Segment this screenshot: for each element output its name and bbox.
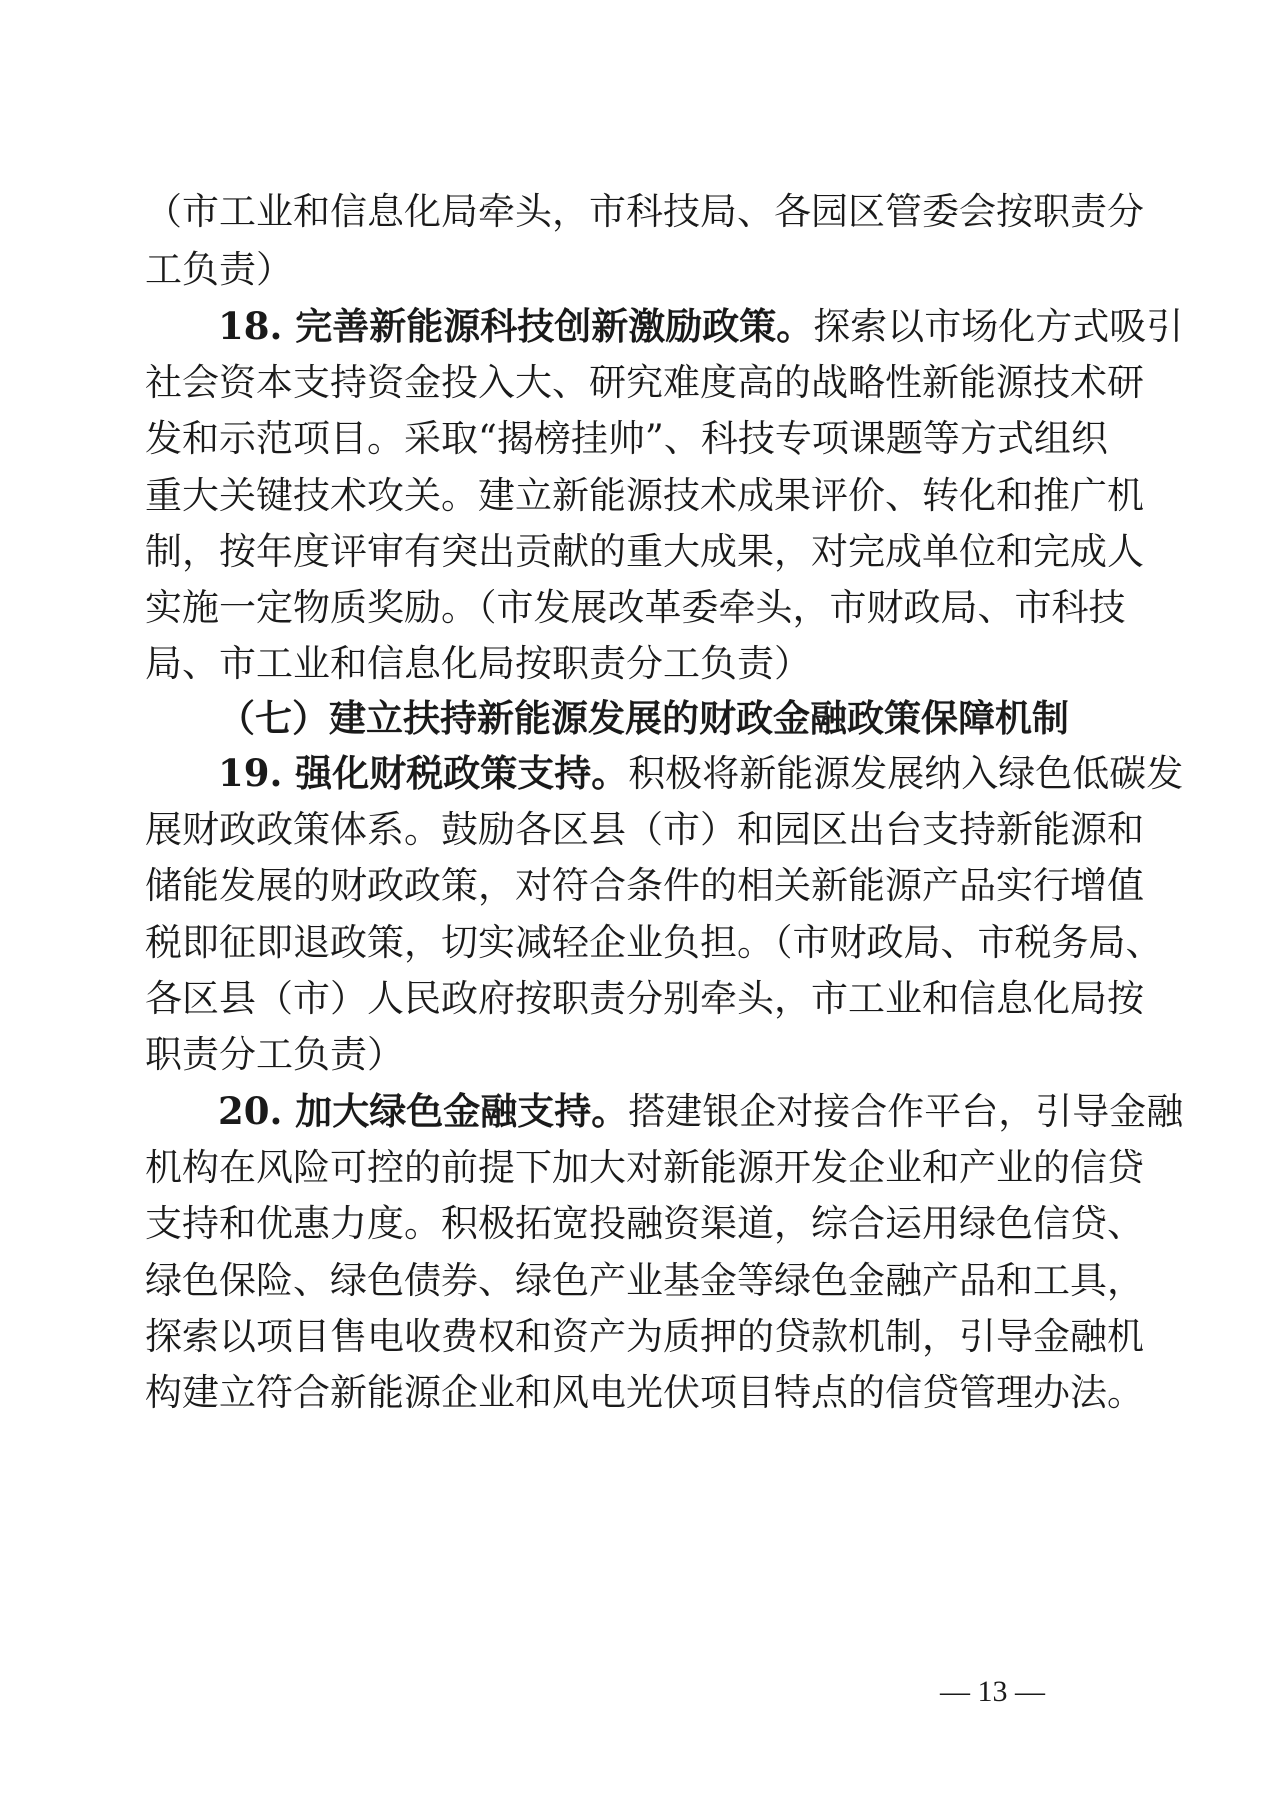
paragraph-text: 支持和优惠力度。积极拓宽投融资渠道，综合运用绿色信贷、 [145, 1202, 1144, 1245]
paragraph-line [145, 1307, 1144, 1367]
paragraph-line [145, 1194, 1144, 1254]
paragraph-text: 社会资本支持资金投入大、研究难度高的战略性新能源技术研 [145, 361, 1144, 404]
paragraph-text: 机构在风险可控的前提下加大对新能源开发企业和产业的信贷 [145, 1146, 1144, 1189]
paragraph-line [145, 969, 1144, 1029]
paragraph-text: 工负责） [145, 248, 293, 291]
paragraph-text: 职责分工负责） [145, 1033, 404, 1076]
paragraph-line [145, 1363, 1144, 1423]
section-heading [218, 688, 1069, 748]
paragraph-line [218, 743, 1184, 803]
paragraph-line [145, 1138, 1144, 1198]
paragraph-line [145, 240, 963, 300]
paragraph-line [145, 353, 1144, 413]
paragraph-text: 绿色保险、绿色债券、绿色产业基金等绿色金融产品和工具， [145, 1259, 1144, 1302]
paragraph-text: 税即征即退政策，切实减轻企业负担。（市财政局、市税务局、 [145, 921, 1163, 964]
paragraph-text: 积极将新能源发展纳入绿色低碳发 [628, 752, 1184, 795]
section-heading-text: （七）建立扶持新能源发展的财政金融政策保障机制 [218, 696, 1069, 740]
item-19-title: 19. 强化财税政策支持。 [218, 751, 629, 795]
page-number: — 13 — [940, 1675, 1045, 1708]
paragraph-text: 储能发展的财政政策，对符合条件的相关新能源产品实行增值 [145, 864, 1144, 907]
paragraph-line [218, 296, 1184, 356]
item-20-title: 20. 加大绿色金融支持。 [218, 1089, 629, 1133]
paragraph-line [145, 522, 1144, 582]
paragraph-text: 局、市工业和信息化局按职责分工负责） [145, 642, 811, 685]
paragraph-text: 探索以市场化方式吸引 [813, 305, 1184, 348]
paragraph-text: 各区县（市）人民政府按职责分别牵头，市工业和信息化局按 [145, 977, 1144, 1020]
paragraph-line [145, 856, 1144, 916]
paragraph-text: 探索以项目售电收费权和资产为质押的贷款机制，引导金融机 [145, 1315, 1144, 1358]
paragraph-text: （市工业和信息化局牵头，市科技局、各园区管委会按职责分 [145, 190, 1144, 233]
paragraph-text: 制，按年度评审有突出贡献的重大成果，对完成单位和完成人 [145, 530, 1144, 573]
paragraph-line [145, 634, 963, 694]
paragraph-text: 实施一定物质奖励。（市发展改革委牵头，市财政局、市科技 [145, 586, 1126, 629]
paragraph-text: 重大关键技术攻关。建立新能源技术成果评价、转化和推广机 [145, 474, 1144, 517]
paragraph-text: 展财政政策体系。鼓励各区县（市）和园区出台支持新能源和 [145, 808, 1144, 851]
paragraph-line [145, 1025, 963, 1085]
paragraph-line [145, 409, 1108, 469]
item-18-title: 18. 完善新能源科技创新激励政策。 [218, 304, 814, 348]
paragraph-line [218, 1081, 1184, 1141]
paragraph-line [145, 466, 1144, 526]
paragraph-line [145, 182, 1144, 242]
paragraph-line [145, 800, 1144, 860]
paragraph-text: 发和示范项目。采取“揭榜挂帅”、科技专项课题等方式组织 [145, 417, 1108, 460]
paragraph-text: 搭建银企对接合作平台，引导金融 [628, 1090, 1184, 1133]
paragraph-line [145, 913, 1163, 973]
paragraph-line [145, 1251, 1144, 1311]
paragraph-line [145, 578, 1126, 638]
paragraph-text: 构建立符合新能源企业和风电光伏项目特点的信贷管理办法。 [145, 1371, 1144, 1414]
